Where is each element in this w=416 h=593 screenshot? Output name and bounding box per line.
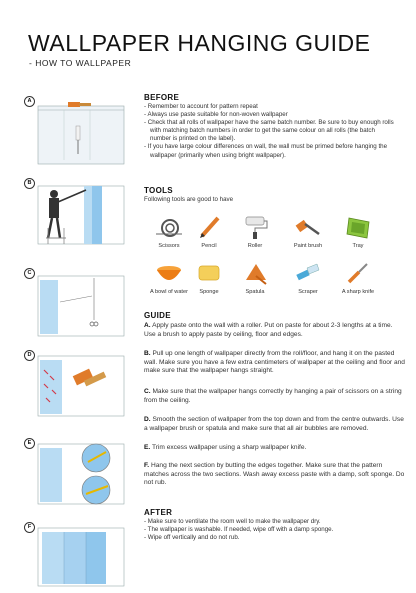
- step-a-illustration: [24, 96, 130, 168]
- before-list: [144, 103, 394, 160]
- before-heading: BEFORE: [144, 93, 180, 102]
- pencil-icon: [194, 214, 224, 240]
- step-marker-f: F: [24, 522, 35, 533]
- step-d-illustration: [24, 350, 130, 418]
- guide-step-text: Pull up one length of wallpaper directly from the roll/floor, and hang it on the pasted wall. Make sure you have a few extra centimeters of wallpaper at the ceiling and floor and make sure that the wallpaper hangs straight.: [144, 350, 405, 375]
- guide-step-letter: A.: [144, 322, 151, 329]
- tool-label: Scraper: [298, 289, 318, 295]
- after-item: - The wallpaper is washable. If needed, wipe off with a damp sponge.: [144, 526, 394, 534]
- step-marker-c: C: [24, 268, 35, 279]
- tools-intro: Following tools are good to have: [144, 196, 234, 203]
- tool-roller: [227, 214, 283, 249]
- guide-step-letter: E.: [144, 444, 151, 451]
- before-item: - Always use paste suitable for non-woven wallpaper: [144, 111, 394, 119]
- guide-step-f: [144, 462, 406, 488]
- roller-icon: [240, 214, 270, 240]
- guide-step-text: Make sure that the wallpaper hangs correctly by hanging a pair of scissors on a string from the ceiling.: [144, 388, 402, 404]
- guide-step-a: [144, 322, 406, 339]
- tool-knife: [330, 260, 386, 295]
- tool-label: Sponge: [199, 289, 219, 295]
- after-item: - Wipe off vertically and do not rub.: [144, 534, 394, 542]
- before-item: - Remember to account for pattern repeat: [144, 103, 394, 111]
- tool-paint-brush: [280, 214, 336, 249]
- tool-label: A bowl of water: [150, 289, 188, 295]
- guide-step-d: [144, 416, 406, 433]
- guide-step-letter: B.: [144, 350, 151, 357]
- step-b-illustration: [24, 178, 130, 246]
- before-item: - Check that all rolls of wallpaper have the same batch number. Be sure to buy enough rolls with matching batch numbers in order to get the same colour on all rolls (the batch number is printed on the label).: [144, 119, 394, 143]
- spatula-icon: [240, 260, 270, 286]
- tool-label: Scissors: [158, 243, 180, 249]
- guide-step-letter: F.: [144, 462, 150, 469]
- guide-step-text: Hang the next section by butting the edges together. Make sure that the pattern matches across the two sections. Wash away excess paste with a damp, soft sponge. Do not rub.: [144, 462, 405, 487]
- step-f-illustration: [24, 522, 130, 588]
- guide-step-text: Trim excess wallpaper using a sharp wallpaper knife.: [151, 444, 307, 451]
- after-item: - Make sure to ventilate the room well to make the wallpaper dry.: [144, 518, 394, 526]
- step-marker-b: B: [24, 178, 35, 189]
- after-heading: AFTER: [144, 508, 173, 517]
- scissors-icon: [154, 214, 184, 240]
- step-marker-e: E: [24, 438, 35, 449]
- guide-step-letter: C.: [144, 388, 151, 395]
- tool-scraper: [280, 260, 336, 295]
- guide-step-letter: D.: [144, 416, 151, 423]
- tool-label: Roller: [247, 243, 263, 249]
- step-marker-a: A: [24, 96, 35, 107]
- guide-step-text: Apply paste onto the wall with a roller. Put on paste for about 2-3 lengths at a time. Use a brush to apply paste by ceiling, floor and edges.: [144, 322, 393, 338]
- page-title: WALLPAPER HANGING GUIDE: [28, 30, 371, 56]
- sponge-icon: [194, 260, 224, 286]
- tray-icon: [343, 214, 373, 240]
- guide-step-text: Smooth the section of wallpaper from the top down and from the centre outwards. Use a wallpaper brush or spatula and make sure that all air bubbles are removed.: [144, 416, 404, 432]
- step-marker-d: D: [24, 350, 35, 361]
- paint-brush-icon: [293, 214, 323, 240]
- tool-label: A sharp knife: [341, 289, 375, 295]
- scraper-icon: [293, 260, 323, 286]
- tool-label: Pencil: [201, 243, 217, 249]
- knife-icon: [343, 260, 373, 286]
- before-item: - If you have large colour differences on wall, the wall must be primed before hanging the wallpaper (primarily when using bright wallpaper).: [144, 143, 394, 159]
- bowl-icon: [154, 260, 184, 286]
- page-subtitle: - HOW TO WALLPAPER: [29, 58, 132, 68]
- tool-label: Spatula: [245, 289, 265, 295]
- guide-step-e: [144, 444, 406, 453]
- guide-step-b: [144, 350, 406, 376]
- tool-label: Paint brush: [293, 243, 323, 249]
- guide-step-c: [144, 388, 406, 405]
- after-list: [144, 518, 394, 542]
- tool-spatula: [227, 260, 283, 295]
- step-c-illustration: [24, 268, 130, 338]
- step-e-illustration: [24, 438, 130, 508]
- guide-heading: GUIDE: [144, 311, 171, 320]
- tools-heading: TOOLS: [144, 186, 173, 195]
- tool-label: Tray: [352, 243, 364, 249]
- tool-tray: [330, 214, 386, 249]
